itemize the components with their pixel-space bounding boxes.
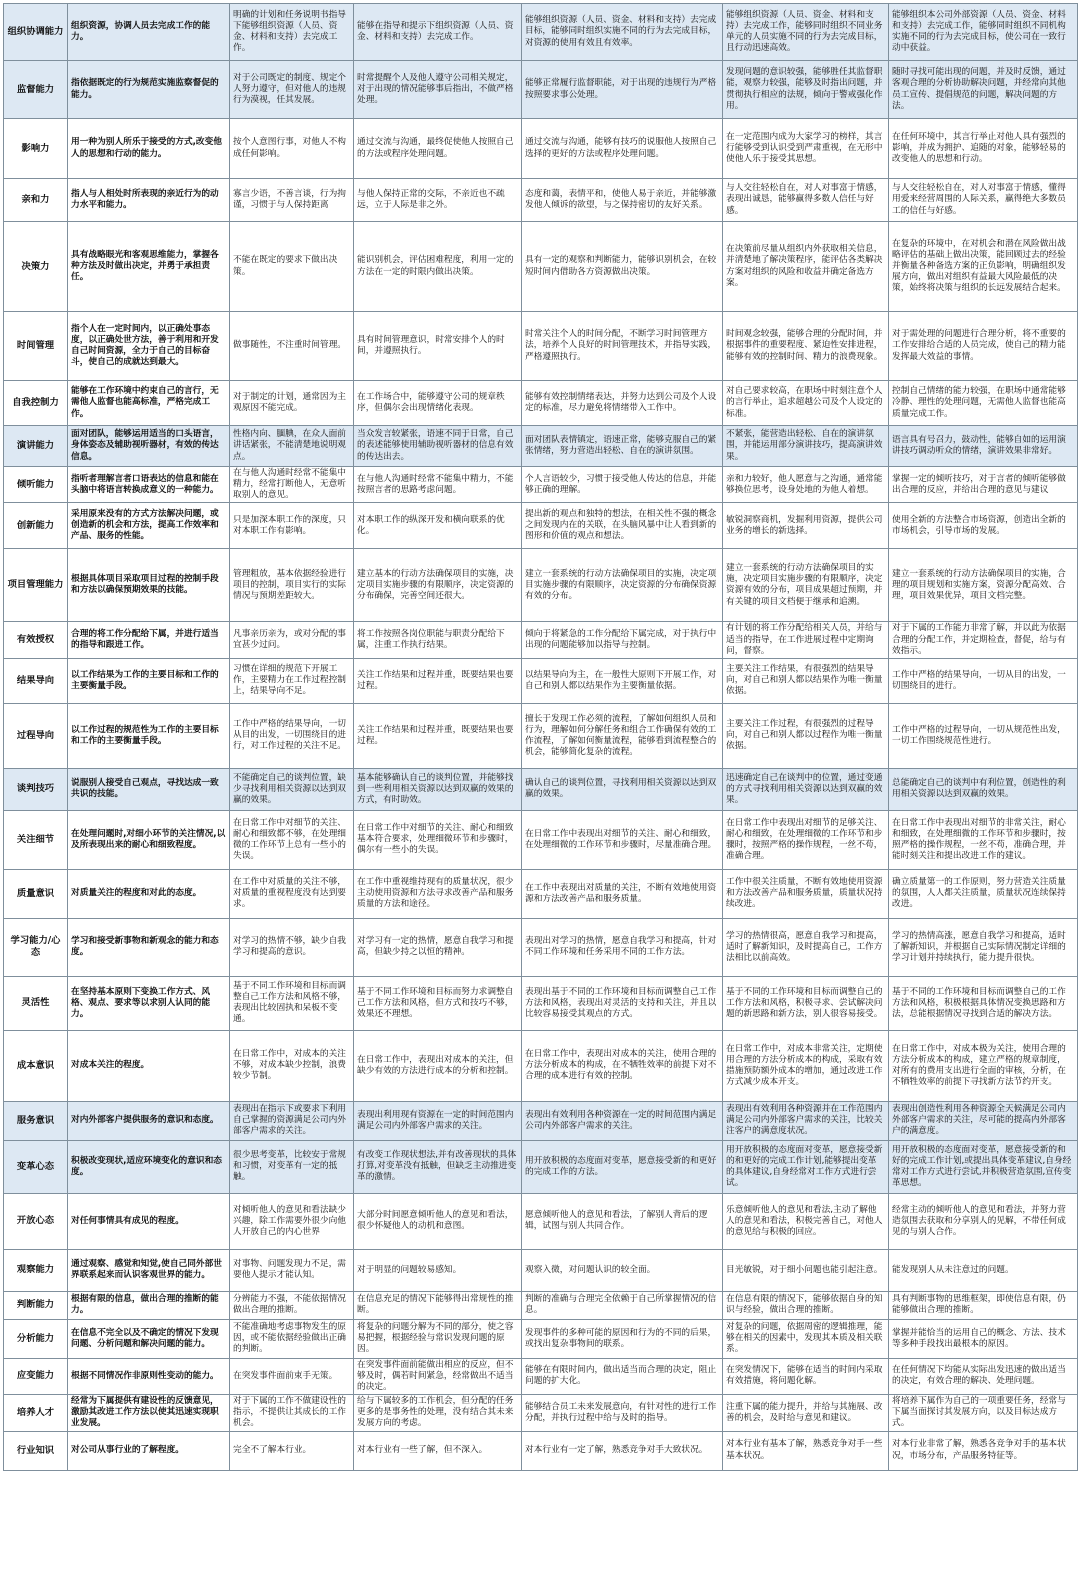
level-1-description: 很少思考变革，比较安于常规和习惯，对变革有一定的抵触。 bbox=[230, 1140, 354, 1193]
level-5-description: 基于不同的工作环境和目标而调整自己的工作方法和风格，积极根据具体情况变换思路和方法，总能根据情况寻找到合适的解决方法。 bbox=[889, 976, 1078, 1030]
competency-definition: 指人与人相处时所表现的亲近行为的动力水平和能力。 bbox=[68, 179, 230, 222]
level-2-description: 将工作按照各岗位职能与职责分配给下属，注重工作执行结果。 bbox=[354, 622, 522, 658]
level-3-description: 在工作中表现出对质量的关注，不断有效地使用资源和方法改善产品和服务质量。 bbox=[522, 869, 723, 918]
level-1-description: 对学习的热情不够，缺少自我学习和提高的意识。 bbox=[230, 918, 354, 976]
level-4-description: 注重下属的能力提升，并给与其施展、改善的机会，及时给与意见和建议。 bbox=[723, 1395, 889, 1431]
table-row bbox=[4, 467, 1078, 503]
competency-definition: 对任何事情具有成见的程度。 bbox=[68, 1193, 230, 1249]
level-2-description: 在日常工作中对细节的关注、耐心和细致基本符合要求，处理细微环节和步骤时，偶尔有一些小的失误。 bbox=[354, 810, 522, 869]
table-row bbox=[4, 1030, 1078, 1101]
level-3-description: 对本行业有一定了解，熟悉竞争对手大致状况。 bbox=[522, 1431, 723, 1470]
level-2-description: 在日常工作中，表现出对成本的关注，但缺少有效的方法进行成本的分析和控制。 bbox=[354, 1030, 522, 1101]
competency-table bbox=[3, 3, 1078, 1471]
level-1-description: 工作中严格的结果导向，一切从目的出发，一切围绕目的进行，对工作过程的关注不足。 bbox=[230, 703, 354, 768]
competency-definition: 以工作结果为工作的主要目标和工作的主要衡量手段。 bbox=[68, 658, 230, 703]
level-3-description: 通过交流与沟通，能够有技巧的说服他人按照自己选择的更好的方法或程序处理问题。 bbox=[522, 119, 723, 179]
table-row bbox=[4, 1193, 1078, 1249]
level-3-description: 判断的准确与合理完全依赖于自己所掌握情况的信息。 bbox=[522, 1291, 723, 1319]
competency-definition: 在坚持基本原则下变换工作方式、风格、观点、要求等以求别人认同的能力。 bbox=[68, 976, 230, 1030]
level-4-description: 目光敏锐，对于细小问题也能引起注意。 bbox=[723, 1249, 889, 1291]
level-1-description: 只是加深本职工作的深度，只对本职工作有影响。 bbox=[230, 503, 354, 549]
table-row bbox=[4, 4, 1078, 61]
level-1-description: 在突发事件面前束手无策。 bbox=[230, 1358, 354, 1394]
level-1-description: 在日常工作中，对成本的关注不够，对成本缺少控制，浪费较少节制。 bbox=[230, 1030, 354, 1101]
level-1-description: 不能在既定的要求下做出决策。 bbox=[230, 222, 354, 312]
competency-definition: 用一种为别人所乐于接受的方式,改变他人的思想和行动的能力。 bbox=[68, 119, 230, 179]
level-3-description: 愿意倾听他人的意见和看法，了解别人背后的逻辑，试图与别人共同合作。 bbox=[522, 1193, 723, 1249]
level-4-description: 能够组织资源（人员、资金、材料和支持）去完成工作，能够同时组织不同业务单元的人员实施不同的行为去完成目标，且行动迅速高效。 bbox=[723, 4, 889, 61]
level-5-description: 工作中严格的过程导向，一切从规范性出发，一切工作围绕规范性进行。 bbox=[889, 703, 1078, 768]
table-row bbox=[4, 622, 1078, 658]
level-3-description: 提出新的观点和独特的想法，在相关性不强的概念之间发现内在的关联，在头脑风暴中让人看到新的图形和价值的观点和想法。 bbox=[522, 503, 723, 549]
level-2-description: 能识别机会，评估困难程度，利用一定的方法在一定的时限内做出决策。 bbox=[354, 222, 522, 312]
level-1-description: 明确的计划和任务说明书指导下能够组织资源（人员、资金、材料和支持）去完成工作。 bbox=[230, 4, 354, 61]
level-4-description: 在决策前尽量从组织内外获取相关信息，并清楚地了解决策程序，能评估各类解决方案对组织的风险和收益并确定备选方案。 bbox=[723, 222, 889, 312]
competency-name: 质量意识 bbox=[4, 869, 68, 918]
level-4-description: 时间观念较强，能够合理的分配时间，并根据事件的重要程度、紧迫性安排进程，能够有效的控制时间、精力的浪费现象。 bbox=[723, 312, 889, 381]
competency-name: 决策力 bbox=[4, 222, 68, 312]
competency-name: 有效授权 bbox=[4, 622, 68, 658]
table-row bbox=[4, 426, 1078, 467]
table-row bbox=[4, 1319, 1078, 1358]
level-1-description: 对于制定的计划，通常因为主观原因不能完成。 bbox=[230, 381, 354, 426]
competency-definition: 采用原来没有的方式方法解决问题，或创造新的机会和方法，提高工作效率和产品、服务的性能。 bbox=[68, 503, 230, 549]
competency-name: 培养人才 bbox=[4, 1395, 68, 1431]
level-5-description: 在日常工作中，对成本极为关注，使用合理的方法分析成本的构成，建立严格的规章制度，对所有的费用支出进行全面的审核，分析，在不牺牲效率的前提下寻找新方法节约开支。 bbox=[889, 1030, 1078, 1101]
competency-definition: 对内外部客户提供服务的意识和态度。 bbox=[68, 1101, 230, 1140]
level-3-description: 面对团队表情镇定，语速正常，能够克服自己的紧张情绪，努力营造出轻松、自在的演讲氛围。 bbox=[522, 426, 723, 467]
level-4-description: 表现出有效利用各种资源并在工作范围内满足公司内外部客户需求的关注，比较关注客户的满意度状况。 bbox=[723, 1101, 889, 1140]
level-2-description: 建立基本的行动方法确保项目的实施，决定项目实施步骤的有限顺序，决定资源的分布确保，完善空间还很大。 bbox=[354, 549, 522, 622]
table-row bbox=[4, 869, 1078, 918]
level-4-description: 乐意倾听他人的意见和看法,主动了解他人的意见和看法，积极完善自己，对他人的意见给与积极的回应。 bbox=[723, 1193, 889, 1249]
level-5-description: 将培养下属作为自己的一项重要任务，经常与下属当面探讨其发展方向，以及目标达成方式。 bbox=[889, 1395, 1078, 1431]
level-2-description: 表现出利用现有资源在一定的时间范围内满足公司内外部客户需求的关注。 bbox=[354, 1101, 522, 1140]
level-4-description: 建立一套系统的行动方法确保项目的实施，决定项目实施步骤的有限顺序，决定资源有效的分布，项目成果超过预期，并有关键的项目文档便于继承和追溯。 bbox=[723, 549, 889, 622]
competency-name: 倾听能力 bbox=[4, 467, 68, 503]
level-3-description: 以结果导向为主，在一般性大原则下开展工作，对自己和别人都以结果作为主要衡量依据。 bbox=[522, 658, 723, 703]
level-5-description: 总能确定自己的谈判中有利位置，创造性的利用相关资源以达到双赢的效果。 bbox=[889, 768, 1078, 810]
competency-name: 变革心态 bbox=[4, 1140, 68, 1193]
table-row bbox=[4, 658, 1078, 703]
level-3-description: 建立一套系统的行动方法确保项目的实施，决定项目实施步骤的有限顺序，决定资源的分布确保资源有效的分布。 bbox=[522, 549, 723, 622]
level-5-description: 表现出创造性利用各种资源全天候满足公司内外部客户需求的关注，尽可能的提高内外部客户的满意度。 bbox=[889, 1101, 1078, 1140]
level-5-description: 能够组织本公司外部资源（人员、资金、材料和支持）去完成工作，能够同时组织不同机构实施不同的行为去完成目标，使公司在一致行动中获益。 bbox=[889, 4, 1078, 61]
level-2-description: 将复杂的问题分解为不同的部分，使之容易把握，根据经验与常识发现问题的原因。 bbox=[354, 1319, 522, 1358]
table-row bbox=[4, 1431, 1078, 1470]
level-3-description: 在日常工作中表现出对细节的关注、耐心和细致，在处理细微的工作环节和步骤时，尽量准确合理。 bbox=[522, 810, 723, 869]
level-4-description: 在一定范围内成为大家学习的榜样，其言行能够受到认识受到严肃重视，在无形中使他人乐于接受其思想。 bbox=[723, 119, 889, 179]
level-5-description: 语言具有号召力，鼓动性，能够自如的运用演讲技巧调动听众的情绪，演讲效果非常好。 bbox=[889, 426, 1078, 467]
table-row bbox=[4, 976, 1078, 1030]
level-4-description: 主要关注工作过程，有很强烈的过程导向，对自己和别人都以过程作为唯一衡量依据。 bbox=[723, 703, 889, 768]
level-1-description: 做事随性，不注重时间管理。 bbox=[230, 312, 354, 381]
level-5-description: 随时寻找可能出现的问题，并及时反馈，通过客观合理的分析协助解决问题，并经常向其他员工宣传、提倡规范的问题，解决问题的方法。 bbox=[889, 61, 1078, 119]
level-2-description: 有改变工作现状想法,并有改善现状的具体打算,对变革没有抵触，但缺乏主动推进变革的激情。 bbox=[354, 1140, 522, 1193]
level-3-description: 能够正常履行监督职能，对于出现的违规行为严格按照要求事公处理。 bbox=[522, 61, 723, 119]
level-5-description: 掌握一定的倾听技巧，对于言者的倾听能够做出合理的反应，并给出合理的意见与建议 bbox=[889, 467, 1078, 503]
level-4-description: 对本行业有基本了解，熟悉竞争对手一些基本状况。 bbox=[723, 1431, 889, 1470]
level-2-description: 通过交流与沟通，最终促使他人按照自己的方法或程序处理问题。 bbox=[354, 119, 522, 179]
table-row bbox=[4, 312, 1078, 381]
competency-name: 灵活性 bbox=[4, 976, 68, 1030]
level-3-description: 能够组织资源（人员、资金、材料和支持）去完成目标，能够同时组织实施不同的行为去完成目标，对资源的使用有效且有效率。 bbox=[522, 4, 723, 61]
level-1-description: 按个人意图行事，对他人不构成任何影响。 bbox=[230, 119, 354, 179]
competency-definition: 具有战略眼光和客观思维能力，掌握各种方法及时做出决定，并勇于承担责任。 bbox=[68, 222, 230, 312]
level-1-description: 在工作中对质量的关注不够，对质量的重视程度没有达到要求。 bbox=[230, 869, 354, 918]
level-5-description: 在日常工作中表现出对细节的非常关注，耐心和细致，在处理细微的工作环节和步骤时，按照严格的操作规程，一丝不苟，准确合理，并能时刻关注和提出改进工作的建议。 bbox=[889, 810, 1078, 869]
level-1-description: 凡事亲历亲为，或对分配的事宜甚少过问。 bbox=[230, 622, 354, 658]
level-5-description: 确立质量第一的工作原则，努力营造关注质量的氛围，人人都关注质量，质量状况连续保持改进。 bbox=[889, 869, 1078, 918]
competency-definition: 积极改变现状,适应环境变化的意识和态度。 bbox=[68, 1140, 230, 1193]
level-2-description: 对于明显的问题较易感知。 bbox=[354, 1249, 522, 1291]
level-4-description: 主要关注工作结果，有很强烈的结果导向，对自己和别人都以结果作为唯一衡量依据。 bbox=[723, 658, 889, 703]
level-2-description: 在信息充足的情况下能够得出常规性的推断。 bbox=[354, 1291, 522, 1319]
level-4-description: 用开放积极的态度面对变革，愿意接受新的和更好的完成工作计划,能够提出变革的具体建议,自身经常对工作方式进行尝试。 bbox=[723, 1140, 889, 1193]
level-2-description: 在突发事件面前能做出相应的反应，但不够及时，偶若时间紧急，经常做出不适当的决定。 bbox=[354, 1358, 522, 1394]
competency-definition: 在处理问题时,对细小环节的关注情况,以及所表现出来的耐心和细致程度。 bbox=[68, 810, 230, 869]
table-row bbox=[4, 810, 1078, 869]
table-row bbox=[4, 549, 1078, 622]
table-row bbox=[4, 179, 1078, 222]
level-4-description: 在信息有限的情况下，能够依据自身的知识与经验，做出合理的推断。 bbox=[723, 1291, 889, 1319]
competency-definition: 指听者理解言者口语表达的信息和能在头脑中将语言转换成意义的一种能力。 bbox=[68, 467, 230, 503]
level-5-description: 掌握并能恰当的运用自己的概念、方法、技术等多种手段找出最根本的原因。 bbox=[889, 1319, 1078, 1358]
level-4-description: 与人交往轻松自在，对人对事富于情感，表现出诚恳，能够赢得多数人信任与好感。 bbox=[723, 179, 889, 222]
level-2-description: 具有时间管理意识，时常安排个人的时间，并遵照执行。 bbox=[354, 312, 522, 381]
level-4-description: 基于不同的工作环境和目标而调整自己的工作方法和风格，积极寻求、尝试解决问题的新思路和新方法，别人很容易接受。 bbox=[723, 976, 889, 1030]
level-1-description: 在与他人沟通时经常不能集中精力，经常打断他人，无意听取别人的意见。 bbox=[230, 467, 354, 503]
level-2-description: 对本职工作的纵深开发和横向联系的优化。 bbox=[354, 503, 522, 549]
level-4-description: 学习的热情很高，愿意自我学习和提高，适时了解新知识，及时提高自己，工作方法相比以前高效。 bbox=[723, 918, 889, 976]
level-2-description: 大部分时间愿意倾听他人的意见和看法，很少怀疑他人的动机和意图。 bbox=[354, 1193, 522, 1249]
level-4-description: 不紧张，能营造出轻松、自在的演讲氛围，并能运用部分演讲技巧，提高演讲效果。 bbox=[723, 426, 889, 467]
competency-definition: 根据具体项目采取项目过程的控制手段和方法以确保预期效果的技能。 bbox=[68, 549, 230, 622]
competency-name: 开放心态 bbox=[4, 1193, 68, 1249]
level-3-description: 用开放积极的态度面对变革，愿意接受新的和更好的完成工作的方法。 bbox=[522, 1140, 723, 1193]
competency-name: 分析能力 bbox=[4, 1319, 68, 1358]
table-row bbox=[4, 503, 1078, 549]
level-2-description: 关注工作结果和过程并重，既要结果也要过程。 bbox=[354, 703, 522, 768]
level-5-description: 具有判断事物的思维框架，即使信息有限，仍能够做出合理的推断。 bbox=[889, 1291, 1078, 1319]
level-1-description: 在日常工作中对细节的关注、耐心和细致都不够，在处理细微的工作环节上总有一些小的失误。 bbox=[230, 810, 354, 869]
level-1-description: 分辨能力不强，不能依据情况做出合理的推断。 bbox=[230, 1291, 354, 1319]
competency-name: 结果导向 bbox=[4, 658, 68, 703]
competency-definition: 根据有限的信息，做出合理的推断的能力。 bbox=[68, 1291, 230, 1319]
level-3-description: 擅长于发现工作必须的流程，了解如何组织人员和行为，理解如何分解任务和组合工作确保有效的工作流程，了解如何衡量流程，能够看到流程整合的机会，能够简化复杂的流程。 bbox=[522, 703, 723, 768]
competency-definition: 说服别人接受自己观点，寻找达成一致共识的技能。 bbox=[68, 768, 230, 810]
level-1-description: 管理粗放，基本依据经验进行项目的控制，项目实行的实际情况与预期差距较大。 bbox=[230, 549, 354, 622]
level-3-description: 个人言语较少，习惯于接受他人传达的信息，并能够正确的理解。 bbox=[522, 467, 723, 503]
competency-table-container bbox=[3, 3, 1077, 1471]
level-2-description: 对本行业有一些了解，但不深入。 bbox=[354, 1431, 522, 1470]
competency-definition: 在信息不完全以及不确定的情况下发现问题、分析问题和解决问题的能力。 bbox=[68, 1319, 230, 1358]
competency-definition: 根据不同情况作非原则性变动的能力。 bbox=[68, 1358, 230, 1394]
competency-definition: 能够在工作环境中约束自己的言行，无需他人监督也能高标准，严格完成工作。 bbox=[68, 381, 230, 426]
competency-name: 项目管理能力 bbox=[4, 549, 68, 622]
level-5-description: 能发现别人从未注意过的问题。 bbox=[889, 1249, 1078, 1291]
competency-definition: 学习和接受新事物和新观念的能力和态度。 bbox=[68, 918, 230, 976]
competency-name: 判断能力 bbox=[4, 1291, 68, 1319]
level-4-description: 亲和力较好，他人愿意与之沟通，通常能够换位思考，设身处地的为他人着想。 bbox=[723, 467, 889, 503]
level-4-description: 在突发情况下，能够在适当的时间内采取有效措施，将问题化解。 bbox=[723, 1358, 889, 1394]
level-2-description: 当众发言较紧张，语速不同于日常，自己的表述能够使用辅助视听器材的信息有效的传达出去。 bbox=[354, 426, 522, 467]
level-1-description: 不能确定自己的谈判位置，缺少寻找利用相关资源以达到双赢的效果。 bbox=[230, 768, 354, 810]
competency-definition: 指个人在一定时间内，以正确处事态度，以正确处世方法，善于利用和开发自己时间资源，全力于自己的目标奋斗，使自己的成就达到最大。 bbox=[68, 312, 230, 381]
level-3-description: 时常关注个人的时间分配，不断学习时间管理方法，培养个人良好的时间管理技术，并指导实践，严格遵照执行。 bbox=[522, 312, 723, 381]
level-5-description: 控制自己情绪的能力较强，在职场中通常能够冷静、理性的处理问题，无需他人监督也能高质量完成工作。 bbox=[889, 381, 1078, 426]
table-row bbox=[4, 119, 1078, 179]
level-2-description: 给与下属较多的工作机会，但分配的任务更多的是事务性的处理，没有结合其未来发展方向的考虑。 bbox=[354, 1395, 522, 1431]
level-2-description: 时常提醒个人及他人遵守公司相关规定，对于出现的情况能够事后指出，不做严格处理。 bbox=[354, 61, 522, 119]
competency-name: 应变能力 bbox=[4, 1358, 68, 1394]
level-1-description: 完全不了解本行业。 bbox=[230, 1431, 354, 1470]
competency-definition: 对公司从事行业的了解程度。 bbox=[68, 1431, 230, 1470]
competency-definition: 以工作过程的规范性为工作的主要目标和工作的主要衡量手段。 bbox=[68, 703, 230, 768]
level-3-description: 能够结合员工未来发展意向，有针对性的进行工作分配，并执行过程中给与及时的指导。 bbox=[522, 1395, 723, 1431]
level-1-description: 对于公司既定的制度、规定个人努力遵守，但对他人的违规行为漠视，任其发展。 bbox=[230, 61, 354, 119]
level-2-description: 对学习有一定的热情，愿意自我学习和提高，但缺少持之以恒的精神。 bbox=[354, 918, 522, 976]
level-4-description: 在日常工作中，对成本非常关注，定期使用合理的方法分析成本的构成，采取有效措施预防额外成本的增加，通过改进工作方式减少成本开支。 bbox=[723, 1030, 889, 1101]
competency-name: 行业知识 bbox=[4, 1431, 68, 1470]
table-row bbox=[4, 703, 1078, 768]
level-4-description: 对自己要求较高，在职场中时刻注意个人的言行举止，追求超越公司及个人设定的标准。 bbox=[723, 381, 889, 426]
level-5-description: 建立一套系统的行动方法确保项目的实施，合理的项目规划和实施方案，资源分配高效、合理，项目效果优异，项目文档完整。 bbox=[889, 549, 1078, 622]
level-4-description: 发现问题的意识较强，能够胜任其监督职能，观察力较强，能够及时指出问题，并贯彻执行相应的法规，倾向于警戒强化作用。 bbox=[723, 61, 889, 119]
level-1-description: 对倾听他人的意见和看法缺少兴趣，除工作需要外很少向他人开放自己的内心世界 bbox=[230, 1193, 354, 1249]
table-row bbox=[4, 1291, 1078, 1319]
level-2-description: 在工作中重视维持现有的质量状况，很少主动使用资源和方法寻求改善产品和服务质量的方法和途径。 bbox=[354, 869, 522, 918]
level-4-description: 有计划的将工作分配给相关人员，并给与适当的指导，在工作进展过程中定期询问，督察。 bbox=[723, 622, 889, 658]
competency-definition: 指依据既定的行为规范实施监察督促的能力。 bbox=[68, 61, 230, 119]
level-5-description: 在复杂的环境中，在对机会和潜在风险做出战略评估的基础上做出决策，能回顾过去的经验并衡量各种备选方案的正负影响，明确组织发展方向，做出对组织有益最大风险最低的决策，始终将决策与组织的长远发展结合起来。 bbox=[889, 222, 1078, 312]
level-1-description: 寡言少语，不善言谈，行为拘谨，习惯于与人保持距离 bbox=[230, 179, 354, 222]
level-3-description: 表现出基于不同的工作环境和目标而调整自己工作方法和风格，表现出对灵活的支持和关注，并且以比较容易接受其观点的方式。 bbox=[522, 976, 723, 1030]
competency-name: 自我控制力 bbox=[4, 381, 68, 426]
level-4-description: 对复杂的问题，依据周密的逻辑推理，能够在相关的因素中，发现其本质及相关联系。 bbox=[723, 1319, 889, 1358]
level-4-description: 敏锐洞察商机，发掘利用资源，提供公司业务的增长的新选择。 bbox=[723, 503, 889, 549]
level-5-description: 用开放积极的态度面对变革，愿意接受新的和好的完成工作计划,或提出具体变革建议,自身经常对工作方式进行尝试,并积极营造氛围,宣传变革思想。 bbox=[889, 1140, 1078, 1193]
level-1-description: 对事物、问题发现力不足，需要他人提示才能认知。 bbox=[230, 1249, 354, 1291]
competency-name: 成本意识 bbox=[4, 1030, 68, 1101]
level-2-description: 在与他人沟通时经常不能集中精力，不能按照言者的思路考虑问题。 bbox=[354, 467, 522, 503]
level-1-description: 不能准确地考虑事物发生的原因，或不能依据经验做出正确的判断。 bbox=[230, 1319, 354, 1358]
level-5-description: 对于下属的工作能力非常了解，并以此为依据合理的分配工作，并定期检查，督促，给与有效指示。 bbox=[889, 622, 1078, 658]
competency-name: 服务意识 bbox=[4, 1101, 68, 1140]
table-row bbox=[4, 1140, 1078, 1193]
competency-name: 过程导向 bbox=[4, 703, 68, 768]
level-5-description: 经常主动的倾听他人的意见和看法，并努力营造氛围去获取和分享别人的见解，不带任何成见的与别人合作。 bbox=[889, 1193, 1078, 1249]
level-4-description: 工作中很关注质量，不断有效地使用资源和方法改善产品和服务质量，质量状况持续改进。 bbox=[723, 869, 889, 918]
level-3-description: 观察入微，对问题认识的较全面。 bbox=[522, 1249, 723, 1291]
level-3-description: 具有一定的观察和判断能力，能够识别机会，在较短时间内借助各方资源做出决策。 bbox=[522, 222, 723, 312]
level-5-description: 在任何情况下均能从实际出发迅速的做出适当的决定，有效合理的解决、处理问题。 bbox=[889, 1358, 1078, 1394]
competency-name: 亲和力 bbox=[4, 179, 68, 222]
level-1-description: 表现出在指示下或要求下利用自己掌握的资源满足公司内外部客户需求的关注。 bbox=[230, 1101, 354, 1140]
level-2-description: 能够在指导和提示下组织资源（人员、资金、材料和支持）去完成工作。 bbox=[354, 4, 522, 61]
level-4-description: 迅速确定自己在谈判中的位置，通过变通的方式寻找利用相关资源以达到双赢的效果。 bbox=[723, 768, 889, 810]
competency-definition: 经常为下属提供有建设性的反馈意见，激励其改进工作方法以使其迅速实现职业发展。 bbox=[68, 1395, 230, 1431]
level-2-description: 基本能够确认自己的谈判位置，并能够找到一些利用相关资源以达到双赢的效果的方式，有时助效。 bbox=[354, 768, 522, 810]
level-5-description: 对本行业非常了解，熟悉各竞争对手的基本状况，市场分布，产品服务特征等。 bbox=[889, 1431, 1078, 1470]
level-5-description: 与人交往轻松自在，对人对事富于情感，懂得用爱来经营周围的人际关系，赢得绝大多数员工的信任与好感。 bbox=[889, 179, 1078, 222]
competency-name: 监督能力 bbox=[4, 61, 68, 119]
competency-name: 演讲能力 bbox=[4, 426, 68, 467]
level-3-description: 能够在有限时间内，做出适当而合理的决定，阻止问题的扩大化。 bbox=[522, 1358, 723, 1394]
level-4-description: 在日常工作中表现出对细节的足够关注、耐心和细致，在处理细微的工作环节和步骤时，按照严格的操作规程，一丝不苟，准确合理。 bbox=[723, 810, 889, 869]
competency-definition: 合理的将工作分配给下属，并进行适当的指导和跟进工作。 bbox=[68, 622, 230, 658]
competency-definition: 通过观察、感觉和知觉,使自己同外部世界联系起来而认识客观世界的能力。 bbox=[68, 1249, 230, 1291]
table-row bbox=[4, 768, 1078, 810]
level-3-description: 发现事件的多种可能的原因和行为的不同的后果，或找出复杂事物间的联系。 bbox=[522, 1319, 723, 1358]
competency-definition: 组织资源，协调人员去完成工作的能力。 bbox=[68, 4, 230, 61]
table-row bbox=[4, 918, 1078, 976]
competency-name: 学习能力/心态 bbox=[4, 918, 68, 976]
table-row bbox=[4, 1358, 1078, 1394]
level-1-description: 基于不同工作环境和目标而调整自己工作方法和风格不够，表现出比较固执和呆板不变通。 bbox=[230, 976, 354, 1030]
level-3-description: 表现出有效利用各种资源在一定的时间范围内满足公司内外部客户需求的关注。 bbox=[522, 1101, 723, 1140]
competency-name: 时间管理 bbox=[4, 312, 68, 381]
competency-name: 创新能力 bbox=[4, 503, 68, 549]
table-row bbox=[4, 61, 1078, 119]
table-row bbox=[4, 381, 1078, 426]
competency-name: 谈判技巧 bbox=[4, 768, 68, 810]
level-5-description: 对于需处理的问题进行合理分析，将不重要的工作安排给合适的人员完成，使自己的精力能发挥最大效益的事情。 bbox=[889, 312, 1078, 381]
level-2-description: 关注工作结果和过程并重，既要结果也要过程。 bbox=[354, 658, 522, 703]
level-2-description: 与他人保持正常的交际，不亲近也不疏远，立于人际是非之外。 bbox=[354, 179, 522, 222]
level-3-description: 确认自己的谈判位置，寻找利用相关资源以达到双赢的效果。 bbox=[522, 768, 723, 810]
level-2-description: 基于不同工作环境和目标而努力求调整自己工作方法和风格，但方式和技巧不够，效果还不理想。 bbox=[354, 976, 522, 1030]
table-row bbox=[4, 222, 1078, 312]
level-3-description: 在日常工作中，表现出对成本的关注，使用合理的方法分析成本的构成，在不牺牲效率的前提下对不合理的成本进行有效的控制。 bbox=[522, 1030, 723, 1101]
competency-name: 组织协调能力 bbox=[4, 4, 68, 61]
level-5-description: 学习的热情高涨，愿意自我学习和提高，适时了解新知识，并根据自己实际情况制定详细的学习计划并持续执行，能力提升很快。 bbox=[889, 918, 1078, 976]
level-3-description: 倾向于将紧急的工作分配给下属完成，对于执行中出现的问题能够加以指导与控制。 bbox=[522, 622, 723, 658]
competency-name: 关注细节 bbox=[4, 810, 68, 869]
level-3-description: 态度和蔼，表情平和，使他人易于亲近，并能够激发他人倾诉的欲望，与之保持密切的友好关系。 bbox=[522, 179, 723, 222]
level-1-description: 对于下属的工作不做建设性的指示，不提供让其成长的工作机会。 bbox=[230, 1395, 354, 1431]
level-5-description: 在任何环境中，其言行举止对他人具有强烈的影响，并成为拥护、追随的对象，能够轻易的改变他人的思想和行动。 bbox=[889, 119, 1078, 179]
table-row bbox=[4, 1249, 1078, 1291]
level-3-description: 表现出对学习的热情，愿意自我学习和提高，针对不同工作环境和任务采用不同的工作方法。 bbox=[522, 918, 723, 976]
competency-definition: 对成本关注的程度。 bbox=[68, 1030, 230, 1101]
level-3-description: 能够有效控制情绪表达，并努力达到公司及个人设定的标准，尽力避免将情绪带入工作中。 bbox=[522, 381, 723, 426]
competency-definition: 对质量关注的程度和对此的态度。 bbox=[68, 869, 230, 918]
competency-name: 观察能力 bbox=[4, 1249, 68, 1291]
level-1-description: 习惯在详细的规范下开展工作，主要精力在工作过程控制上，结果导向不足。 bbox=[230, 658, 354, 703]
level-5-description: 工作中严格的结果导向，一切从目的出发，一切围绕目的进行。 bbox=[889, 658, 1078, 703]
table-row bbox=[4, 1101, 1078, 1140]
level-5-description: 使用全新的方法整合市场资源，创造出全新的市场机会，引导市场的发展。 bbox=[889, 503, 1078, 549]
level-1-description: 性格内向、腼腆，在众人面前讲话紧张，不能清楚地说明观点。 bbox=[230, 426, 354, 467]
level-2-description: 在工作场合中，能够遵守公司的规章秩序，但偶尔会出现情绪化表现。 bbox=[354, 381, 522, 426]
table-row bbox=[4, 1395, 1078, 1431]
competency-name: 影响力 bbox=[4, 119, 68, 179]
competency-definition: 面对团队，能够运用适当的口头语言，身体姿态及辅助视听器材，有效的传达信息。 bbox=[68, 426, 230, 467]
